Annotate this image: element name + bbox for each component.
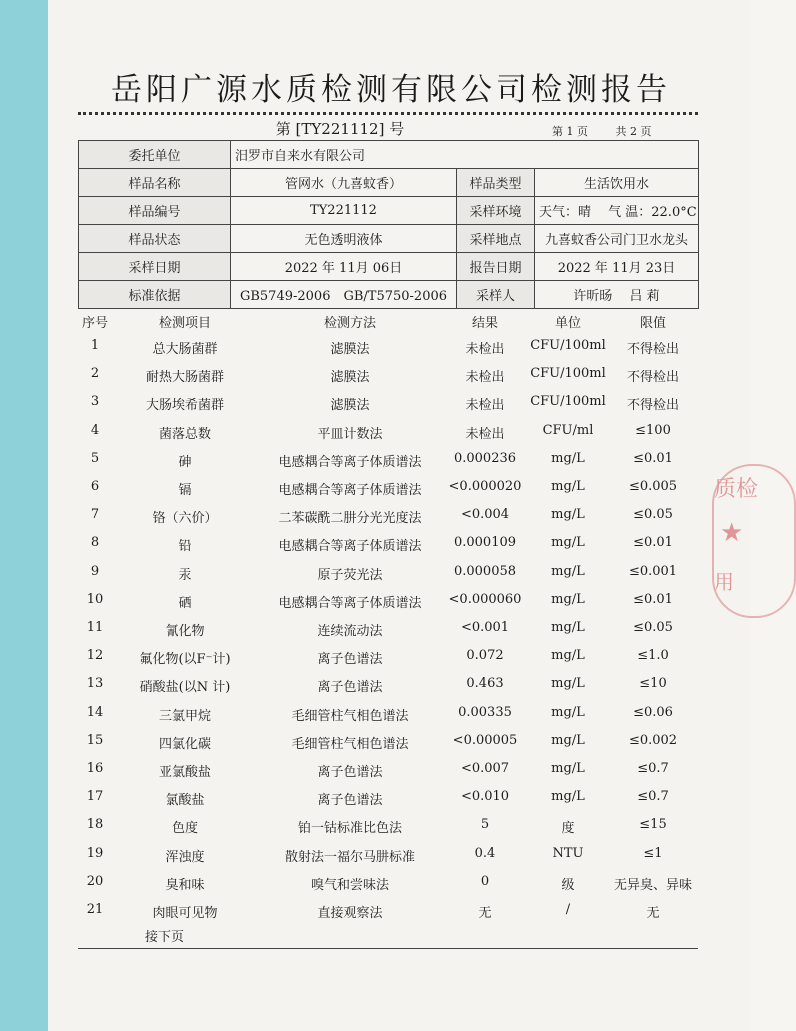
row-no: 15 xyxy=(86,732,104,748)
row-limit: 不得检出 xyxy=(626,398,679,414)
row-result: 无 xyxy=(478,906,492,921)
row-limit: 不得检出 xyxy=(626,370,679,386)
row-unit: mg/L xyxy=(551,789,585,805)
row-item: 汞 xyxy=(178,567,192,583)
row-result: 0.00335 xyxy=(458,704,512,720)
info-row-client xyxy=(79,141,699,169)
table-row xyxy=(0,338,750,366)
row-method: 二苯碳酰二肼分光光度法 xyxy=(278,511,422,527)
row-result: 未检出 xyxy=(465,426,505,442)
row-item: 铅 xyxy=(178,539,192,555)
row-limit: ≤0.7 xyxy=(637,761,669,776)
table-row xyxy=(0,394,750,422)
info-row-state xyxy=(79,225,699,253)
row-result: 0.000236 xyxy=(453,450,517,466)
row-no: 9 xyxy=(90,563,100,579)
row-method: 电感耦合等离子体质谱法 xyxy=(278,595,422,611)
date-label: 采样日期 xyxy=(79,253,231,281)
table-row xyxy=(0,817,750,845)
row-result: 0 xyxy=(480,873,490,889)
row-item: 氟化物(以F⁻计) xyxy=(139,652,231,668)
row-no: 21 xyxy=(86,902,104,917)
row-no: 18 xyxy=(86,817,104,833)
row-result: <0.010 xyxy=(460,789,510,805)
col-no: 序号 xyxy=(81,316,108,331)
row-result: 0.000058 xyxy=(453,563,517,579)
row-result: 0.000109 xyxy=(453,535,517,551)
row-unit: mg/L xyxy=(551,479,585,494)
row-method: 散射法一福尔马肼标准 xyxy=(284,849,415,865)
info-row-date xyxy=(79,253,699,281)
sample-name-label: 样品名称 xyxy=(79,169,231,197)
row-limit: ≤0.06 xyxy=(633,704,673,720)
table-row xyxy=(0,761,750,789)
row-method: 电感耦合等离子体质谱法 xyxy=(278,539,422,555)
row-no: 4 xyxy=(90,422,100,438)
row-item: 砷 xyxy=(178,454,192,470)
row-method: 毛细管柱气相色谱法 xyxy=(291,736,409,752)
row-unit: mg/L xyxy=(551,761,585,776)
col-unit: 单位 xyxy=(554,316,581,331)
row-item: 镉 xyxy=(178,483,192,498)
row-method: 毛细管柱气相色谱法 xyxy=(291,708,409,724)
row-limit: ≤0.7 xyxy=(637,789,669,805)
table-row xyxy=(0,733,750,761)
date-value: 2022 年 11月 06日 xyxy=(231,253,457,281)
row-limit: ≤0.05 xyxy=(633,620,673,635)
seal-text-bottom: 用 xyxy=(714,570,734,594)
row-no: 10 xyxy=(86,591,104,607)
row-no: 6 xyxy=(90,479,100,494)
client-value: 汨罗市自来水有限公司 xyxy=(231,141,699,169)
col-result: 结果 xyxy=(471,316,498,331)
row-limit: 无 xyxy=(646,906,660,921)
env-value: 天气：晴 气 温：22.0°C xyxy=(535,197,699,225)
info-row-name xyxy=(79,169,699,197)
page-total: 共 2 页 xyxy=(615,125,652,138)
col-method: 检测方法 xyxy=(323,316,376,331)
row-limit: ≤1 xyxy=(643,845,663,861)
row-result: <0.007 xyxy=(460,761,510,776)
row-no: 1 xyxy=(90,338,100,353)
col-limit: 限值 xyxy=(639,316,666,331)
sample-type-label: 样品类型 xyxy=(457,169,535,197)
row-unit: CFU/100ml xyxy=(530,394,606,410)
row-item: 铬（六价） xyxy=(152,511,218,527)
row-unit: CFU/ml xyxy=(542,422,594,438)
row-unit: mg/L xyxy=(551,535,585,551)
row-item: 亚氯酸盐 xyxy=(158,765,211,780)
row-unit: 级 xyxy=(561,877,575,893)
row-unit: mg/L xyxy=(551,704,585,720)
client-label: 委托单位 xyxy=(79,141,231,169)
row-no: 2 xyxy=(90,366,100,382)
report-title: 岳阳广源水质检测有限公司检测报告 xyxy=(111,72,671,108)
row-limit: ≤1.0 xyxy=(637,648,669,664)
row-method: 滤膜法 xyxy=(330,342,370,357)
row-method: 离子色谱法 xyxy=(317,680,383,696)
row-unit: 度 xyxy=(561,821,575,837)
row-limit: ≤0.001 xyxy=(628,563,678,579)
table-row xyxy=(0,902,750,930)
seal-text-top: 质检 xyxy=(714,477,759,502)
report-date-label: 报告日期 xyxy=(457,253,535,281)
row-item: 浑浊度 xyxy=(165,849,205,865)
col-item: 检测项目 xyxy=(158,316,211,331)
table-row xyxy=(0,423,750,451)
report-number: 第 [TY221112] 号 xyxy=(275,120,405,138)
row-item: 硝酸盐(以N 计) xyxy=(139,680,231,696)
row-method: 滤膜法 xyxy=(330,398,370,414)
sampler-value: 许昕旸 吕 莉 xyxy=(535,281,699,309)
row-method: 直接观察法 xyxy=(317,906,383,921)
bottom-divider xyxy=(78,948,698,949)
title-divider xyxy=(78,112,698,115)
table-row xyxy=(0,366,750,394)
std-label: 标准依据 xyxy=(79,281,231,309)
table-row xyxy=(0,648,750,676)
table-row xyxy=(0,592,750,620)
row-unit: mg/L xyxy=(551,676,585,692)
row-unit: NTU xyxy=(552,845,584,861)
table-row xyxy=(0,874,750,902)
row-result: 0.4 xyxy=(474,845,496,861)
table-row xyxy=(0,846,750,874)
continued-note: 接下页 xyxy=(145,930,185,945)
row-method: 滤膜法 xyxy=(330,370,370,386)
state-label: 样品状态 xyxy=(79,225,231,253)
row-limit: 无异臭、异味 xyxy=(613,877,692,893)
row-no: 3 xyxy=(90,394,100,410)
table-row xyxy=(0,705,750,733)
row-item: 大肠埃希菌群 xyxy=(145,398,224,414)
row-result: <0.000020 xyxy=(448,479,522,494)
row-method: 嗅气和尝味法 xyxy=(310,877,389,893)
row-no: 12 xyxy=(86,648,104,664)
row-method: 原子荧光法 xyxy=(317,567,383,583)
report-date-value: 2022 年 11月 23日 xyxy=(535,253,699,281)
row-unit: mg/L xyxy=(551,450,585,466)
row-result: 未检出 xyxy=(465,342,505,357)
row-result: <0.00005 xyxy=(452,732,518,748)
row-item: 总大肠菌群 xyxy=(152,342,218,357)
table-row xyxy=(0,507,750,535)
star-icon: ★ xyxy=(720,518,744,548)
page-current: 第 1 页 xyxy=(552,125,588,138)
sampler-label: 采样人 xyxy=(457,281,535,309)
row-item: 臭和味 xyxy=(165,877,205,893)
row-no: 14 xyxy=(86,704,104,720)
row-limit: 不得检出 xyxy=(626,342,679,357)
state-value: 无色透明液体 xyxy=(231,225,457,253)
row-method: 铂一钴标准比色法 xyxy=(297,821,402,837)
row-no: 20 xyxy=(86,873,104,889)
row-method: 平皿计数法 xyxy=(317,426,383,442)
row-method: 离子色谱法 xyxy=(317,793,383,809)
table-row xyxy=(0,451,750,479)
row-method: 电感耦合等离子体质谱法 xyxy=(278,483,422,498)
row-item: 菌落总数 xyxy=(158,426,211,442)
row-no: 5 xyxy=(90,450,100,466)
row-item: 氰化物 xyxy=(165,624,205,639)
row-limit: ≤15 xyxy=(639,817,667,833)
row-no: 7 xyxy=(90,507,100,523)
row-result: <0.004 xyxy=(460,507,510,523)
sample-code-value: TY221112 xyxy=(231,197,457,225)
row-unit: mg/L xyxy=(551,591,585,607)
sample-info-table xyxy=(78,140,699,309)
row-unit: mg/L xyxy=(551,732,585,748)
env-label: 采样环境 xyxy=(457,197,535,225)
row-limit: ≤0.05 xyxy=(633,507,673,523)
table-row xyxy=(0,620,750,648)
sample-type-value: 生活饮用水 xyxy=(535,169,699,197)
row-limit: ≤0.01 xyxy=(633,591,673,607)
sample-name-value: 管网水（九喜蚊香） xyxy=(231,169,457,197)
info-row-code xyxy=(79,197,699,225)
seal-stamp xyxy=(710,470,770,620)
info-row-standard xyxy=(79,281,699,309)
sample-code-label: 样品编号 xyxy=(79,197,231,225)
row-method: 离子色谱法 xyxy=(317,652,383,668)
row-limit: ≤0.01 xyxy=(633,535,673,551)
row-method: 离子色谱法 xyxy=(317,765,383,780)
row-limit: ≤0.002 xyxy=(628,732,678,748)
row-item: 色度 xyxy=(171,821,198,837)
row-method: 电感耦合等离子体质谱法 xyxy=(278,454,422,470)
row-item: 三氯甲烷 xyxy=(158,708,211,724)
table-row xyxy=(0,564,750,592)
row-result: 5 xyxy=(480,817,490,833)
row-item: 肉眼可见物 xyxy=(152,906,218,921)
site-label: 采样地点 xyxy=(457,225,535,253)
row-no: 13 xyxy=(86,676,104,692)
row-unit: / xyxy=(565,902,571,917)
row-item: 硒 xyxy=(178,595,192,611)
row-result: 0.463 xyxy=(466,676,504,692)
table-row xyxy=(0,535,750,563)
row-no: 17 xyxy=(86,789,104,805)
row-unit: CFU/100ml xyxy=(530,338,606,353)
row-result: <0.001 xyxy=(460,620,510,635)
row-result: 未检出 xyxy=(465,370,505,386)
row-item: 耐热大肠菌群 xyxy=(145,370,224,386)
site-value: 九喜蚊香公司门卫水龙头 xyxy=(535,225,699,253)
row-unit: mg/L xyxy=(551,620,585,635)
std-value: GB5749-2006 GB/T5750-2006 xyxy=(231,281,457,309)
row-limit: ≤0.005 xyxy=(628,479,678,494)
row-no: 11 xyxy=(86,620,104,635)
row-result: <0.000060 xyxy=(448,591,522,607)
row-no: 8 xyxy=(90,535,100,551)
row-no: 19 xyxy=(86,845,104,861)
row-unit: mg/L xyxy=(551,648,585,664)
row-no: 16 xyxy=(86,761,104,776)
row-limit: ≤10 xyxy=(639,676,667,692)
row-item: 氯酸盐 xyxy=(165,793,205,809)
row-method: 连续流动法 xyxy=(317,624,383,639)
row-unit: mg/L xyxy=(551,507,585,523)
row-result: 未检出 xyxy=(465,398,505,414)
table-row xyxy=(0,479,750,507)
row-item: 四氯化碳 xyxy=(158,736,211,752)
table-row xyxy=(0,789,750,817)
row-limit: ≤0.01 xyxy=(633,450,673,466)
table-row xyxy=(0,676,750,704)
row-unit: CFU/100ml xyxy=(530,366,606,382)
row-result: 0.072 xyxy=(466,648,504,664)
page-indicator xyxy=(552,123,676,139)
row-limit: ≤100 xyxy=(635,422,671,438)
row-unit: mg/L xyxy=(551,563,585,579)
